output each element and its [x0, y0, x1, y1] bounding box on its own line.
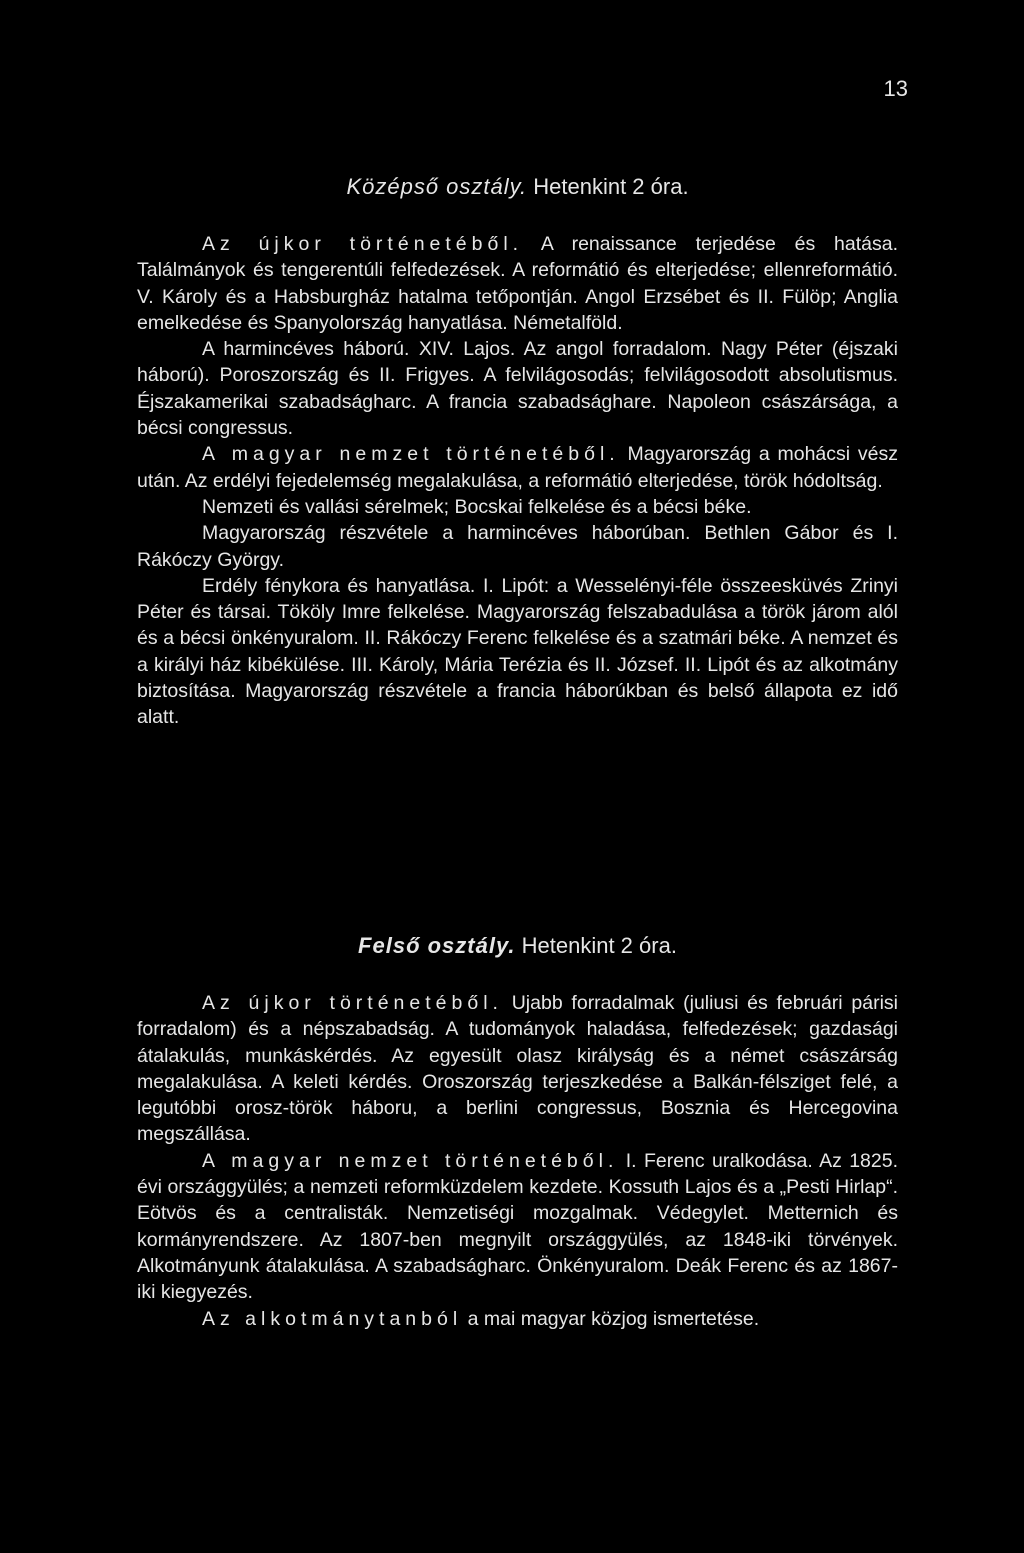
paragraph-text: Magyarország a mohácsi vész után. Az erdélyi fejedelemség megalakulása, a reformátió elterjedése, török hódoltság. — [137, 443, 898, 492]
section-heading — [137, 173, 898, 201]
paragraph-text: Erdély fénykora és hanyatlása. I. Lipót: a Wesselényi-féle összeesküvés Zrinyi Péter és társai. Tököly Imre felkelése. Magyarország felszabadulása a török járom alól és a bécsi önkényuralom. II. Rákóczy Ferenc felkelése és a szatmári béke. A nemzet és a királyi ház kibékülése. III. Károly, Mária Terézia és II. József. II. Lipót és az alkotmány biztosítása. Magyarország részvétele a francia háborúkban és belső állapota ez idő alatt. — [137, 574, 898, 729]
paragraph — [137, 494, 898, 520]
paragraph — [137, 573, 898, 731]
paragraph — [137, 1148, 898, 1306]
paragraph-text: Nemzeti és vallási sérelmek; Bocskai felkelése és a bécsi béke. — [202, 495, 752, 518]
paragraph — [137, 441, 898, 494]
heading-hours: Hetenkint 2 óra. — [533, 174, 689, 199]
spaced-lead: A magyar nemzet történetéből. — [202, 443, 620, 466]
spaced-lead: Az újkor történetéből. — [202, 992, 503, 1014]
section-middle-class — [137, 173, 898, 731]
paragraph — [137, 520, 898, 573]
page-number: 13 — [883, 76, 908, 101]
paragraph-text: Ujabb forradalmak (juliusi és februári párisi forradalom) és a népszabadság. A tudományok haladása, felfedezések; gazdasági átalakulás, munkáskérdés. Az egyesült olasz királyság és a német császárság megalakulása. A keleti kérdés. Oroszország terjeszkedése a Balkán-félsziget felé, a legutóbbi orosz-török háboru, a berlini congressus, Bosznia és Hercegovina megszállása. — [137, 992, 898, 1146]
spaced-lead: Az újkor történetéből. — [202, 233, 524, 255]
paragraph — [137, 336, 898, 441]
paragraph — [137, 1306, 898, 1332]
heading-class-name: Felső osztály. — [358, 933, 516, 958]
paragraph-text: A harmincéves háború. XIV. Lajos. Az angol forradalom. Nagy Péter (éjszaki háború). Poroszország és II. Frigyes. A felvilágosodás; felvilágosodott absolutismus. Éjszakamerikai szabadságharc. A francia szabadsághare. Napoleon császársága, a bécsi congressus. — [137, 338, 898, 440]
heading-class-name: Középső osztály. — [346, 174, 528, 199]
paragraph — [137, 231, 898, 336]
heading-hours: Hetenkint 2 óra. — [521, 933, 677, 958]
paragraph-text: a mai magyar közjog ismertetése. — [467, 1307, 760, 1330]
paragraph — [137, 990, 898, 1148]
spaced-lead: Az alkotmánytanból — [202, 1307, 463, 1330]
section-upper-class — [137, 932, 898, 1332]
section-heading — [137, 932, 898, 960]
paragraph-text: Magyarország részvétele a harmincéves háborúban. Bethlen Gábor és I. Rákóczy György. — [137, 522, 898, 571]
paragraph-text: I. Ferenc uralkodása. Az 1825. évi országgyülés; a nemzeti reformküzdelem kezdete. Kossuth Lajos és a „Pesti Hirlap“. Eötvös és a centralisták. Nemzetiségi mozgalmak. Védegylet. Metternich és kormányrendszere. Az 1807-ben megnyilt országgyülés, az 1848-iki törvények. Alkotmányunk átalakulása. A szabadságharc. Önkényuralom. Deák Ferenc és az 1867-iki kiegyezés. — [137, 1149, 898, 1304]
spaced-lead: A magyar nemzet történetéből. — [202, 1149, 619, 1172]
paragraph-text: A renaissance terjedése és hatása. Találmányok és tengerentúli felfedezések. A reformátió és elterjedése; ellenreformátió. V. Károly és a Habsburgház hatalma tetőpontján. Angol Erzsébet és II. Fülöp; Anglia emelkedése és Spanyolország hanyatlása. Németalföld. — [137, 233, 898, 334]
